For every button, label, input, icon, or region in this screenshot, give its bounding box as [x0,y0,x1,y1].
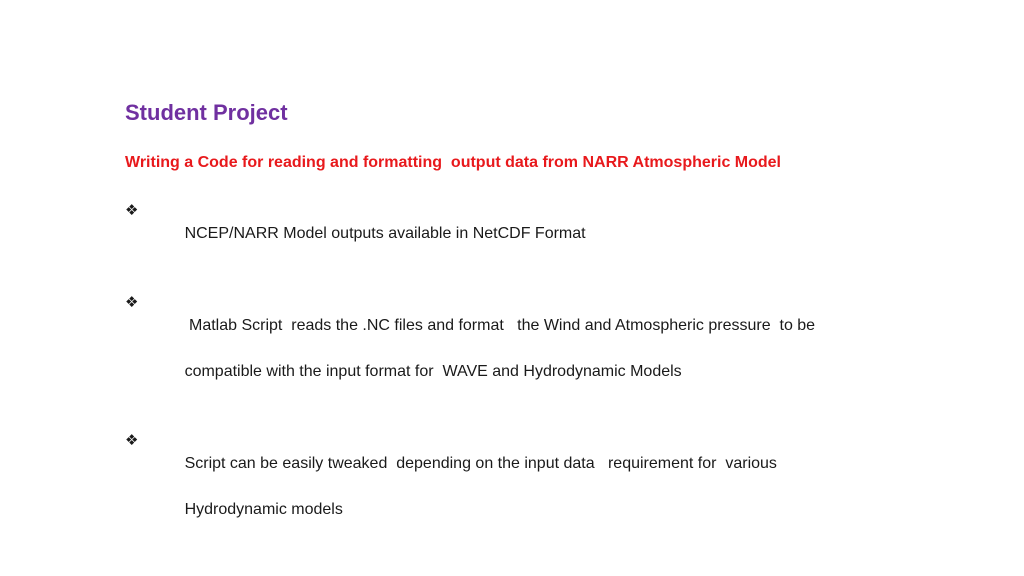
slide-title: Student Project [125,100,288,125]
bullet-line: NCEP/NARR Model outputs available in NetCDF Format [184,225,586,242]
diamond-bullet-icon: ❖ [125,202,139,219]
slide-subtitle: Writing a Code for reading and formatting output data from NARR Atmospheric Model [125,154,781,171]
bullet-line: compatible with the input format for WAVE and Hydrodynamic Models [184,363,682,380]
bullet-line: Script can be easily tweaked depending on the input data requirement for various [184,455,777,472]
bullet-line: Hydrodynamic models [184,501,343,518]
bullet-list [125,199,905,567]
bullet-item [125,291,905,406]
diamond-bullet-icon: ❖ [125,432,139,449]
bullet-item [125,429,905,544]
bullet-item [125,199,905,268]
bullet-line: Matlab Script reads the .NC files and format the Wind and Atmospheric pressure to be [184,317,816,334]
diamond-bullet-icon: ❖ [125,294,139,311]
